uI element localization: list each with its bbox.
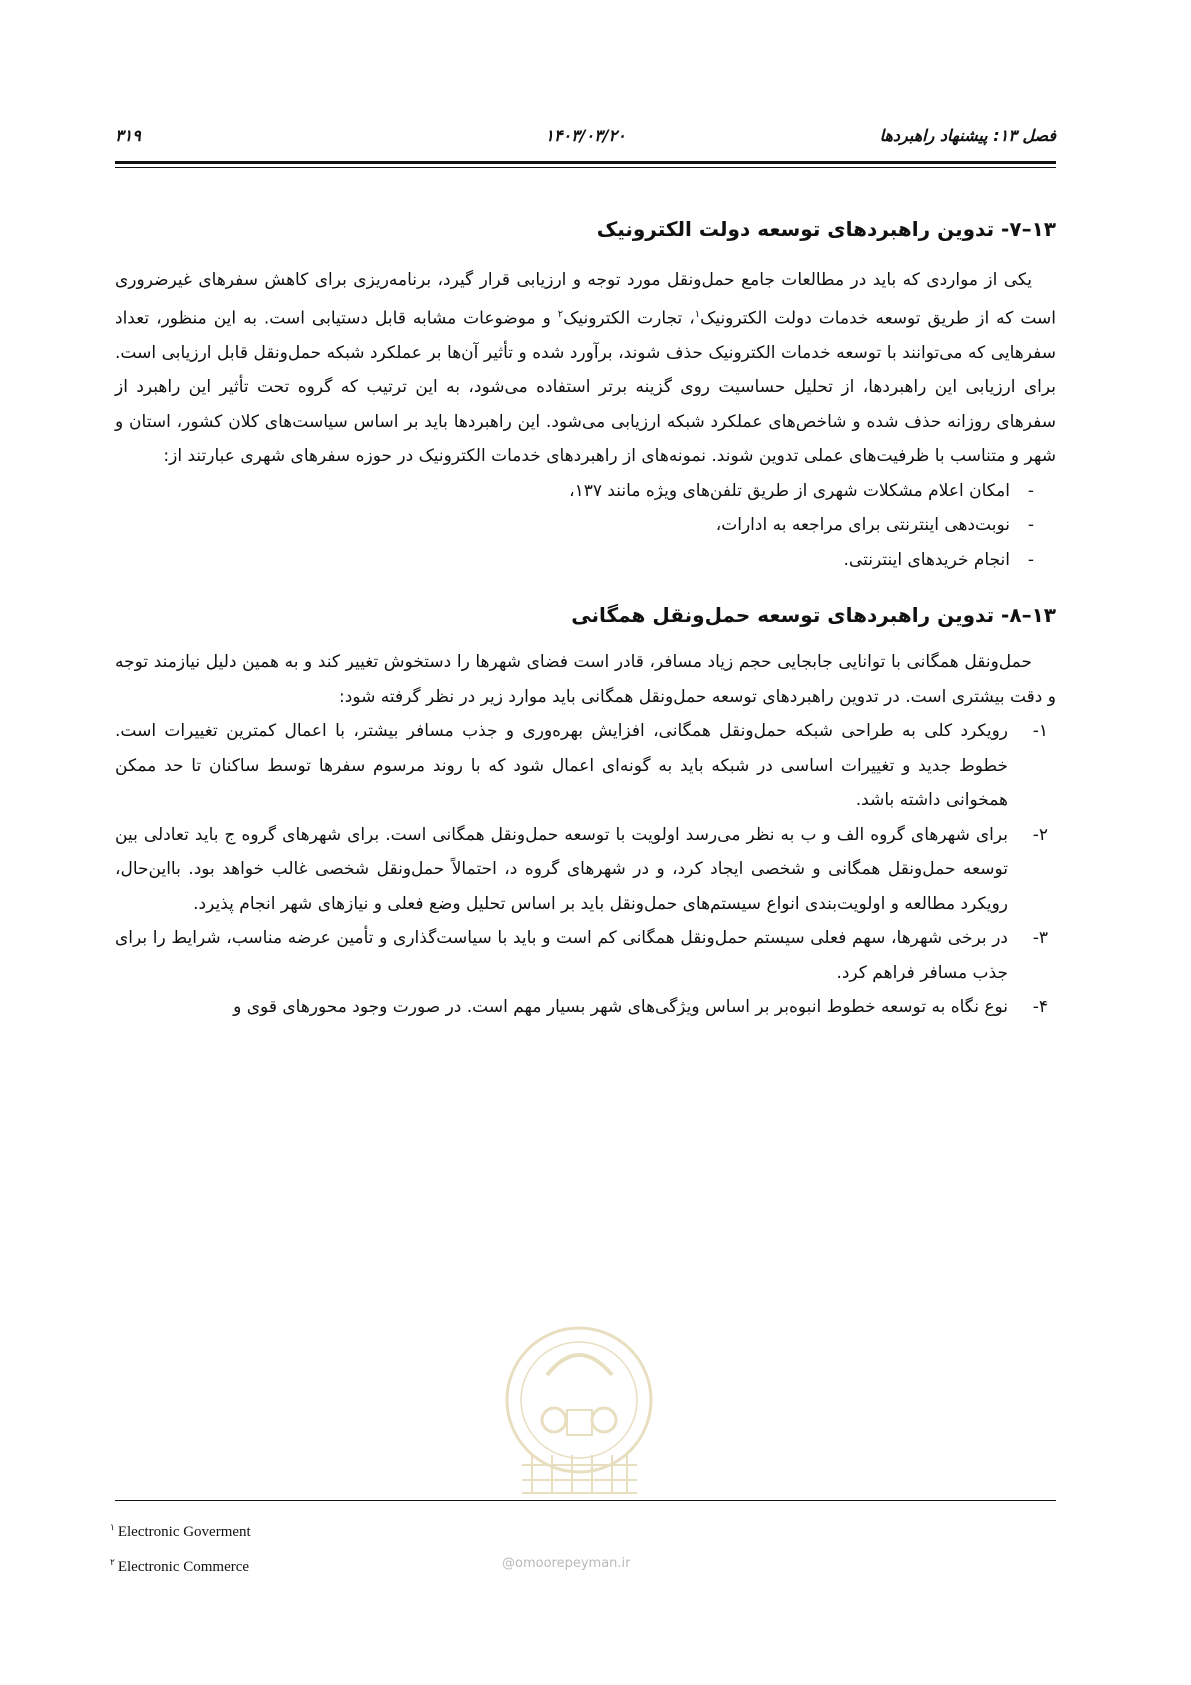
numbered-item: [115, 714, 1056, 818]
dash-bullet: -: [1027, 549, 1034, 570]
page-body: [115, 215, 1056, 1025]
numbered-item: [115, 990, 1056, 1025]
footnote-ref-2[interactable]: ۲: [557, 308, 564, 320]
item-number: ۲-: [1032, 824, 1048, 845]
item-text: در برخی شهرها، سهم فعلی سیستم حمل‌ونقل همگانی کم است و باید با سیاست‌گذاری و تأمین عرضه مناسب، شرایط را برای جذب مسافر فراهم کرد.: [115, 928, 1008, 983]
list-item: [115, 543, 1034, 578]
item-number: ۴-: [1032, 997, 1048, 1018]
footnote-text: Electronic Commerce: [117, 1559, 250, 1575]
dash-bullet: -: [1027, 480, 1034, 501]
footnote-text: Electronic Goverment: [117, 1524, 251, 1540]
footnote-separator: [115, 1500, 1056, 1501]
list-item-text: نوبت‌دهی اینترنتی برای مراجعه به ادارات،: [715, 515, 1010, 536]
numbered-item: [115, 921, 1056, 990]
watermark-seal-icon: [492, 1315, 667, 1500]
item-text: نوع نگاه به توسعه خطوط انبوه‌بر بر اساس ویژگی‌های شهر بسیار مهم است. در صورت وجود محورهای قوی و: [233, 997, 1008, 1018]
header-rule-thick: [115, 161, 1056, 164]
item-text: برای شهرهای گروه الف و ب به نظر می‌رسد اولویت با توسعه حمل‌ونقل همگانی است. برای شهرهای گروه ج باید تعادلی بین توسعه حمل‌ونقل همگانی و شخصی ایجاد کرد، و در شهرهای گروه د، احتمالاً حمل‌ونقل شخصی غالب خواهد بود. بااین‌حال، رویکرد مطالعه و اولویت‌بندی انواع سیستم‌های حمل‌ونقل باید بر اساس تحلیل وضع فعلی و نیازهای شهر انجام پذیرد.: [115, 824, 1008, 914]
footnote-mark: ۱: [110, 1522, 115, 1532]
item-text: رویکرد کلی به طراحی شبکه حمل‌ونقل همگانی، افزایش بهره‌وری و جذب مسافر بیشتر، با اعمال کمترین تغییرات است. خطوط جدید و تغییرات اساسی در شبکه باید به گونه‌ای اعمال شود که با روند مرسوم سفرها توسط ساکنان تا حد ممکن همخوانی داشته باشد.: [115, 721, 1008, 811]
header-rule-thin: [115, 167, 1056, 168]
item-number: ۱-: [1032, 721, 1048, 742]
paragraph-text-part2: ، تجارت الکترونیک: [563, 308, 695, 329]
electronic-services-list: [115, 474, 1056, 578]
chapter-title: فصل ۱۳: پیشنهاد راهبردها: [879, 126, 1056, 145]
list-item-text: امکان اعلام مشکلات شهری از طریق تلفن‌های ویژه مانند ۱۳۷،: [569, 480, 1010, 501]
footnotes: [110, 1512, 251, 1582]
section-13-7-paragraph: [115, 263, 1056, 474]
public-transport-considerations-list: [115, 714, 1056, 1025]
footnote-item: [110, 1547, 251, 1582]
footnote-item: [110, 1512, 251, 1547]
section-heading-13-7: ۱۳–۷- تدوین راهبردهای توسعه دولت الکترونیک: [596, 217, 1056, 241]
paragraph-text-part3: و موضوعات مشابه قابل دستیابی است. به این منظور، تعداد سفرهایی که می‌توانند با توسعه خدمات الکترونیک حذف شوند، برآورد شده و تأثیر آن‌ها بر عملکرد شبکه حمل‌ونقل قابل ارزیابی است. برای ارزیابی این راهبردها، از تحلیل حساسیت روی گزینه برتر استفاده می‌شود، به این ترتیب که گروه تحت تأثیر این راهبرد از سفرهای روزانه حذف شده و شاخص‌های عملکرد شبکه ارزیابی می‌شود. این راهبردها باید بر اساس سیاست‌های کلان کشور، استان و شهر و متناسب با ظرفیت‌های عملی تدوین شوند. نمونه‌های از راهبردهای خدمات الکترونیک در حوزه سفرهای شهری عبارتند از:: [115, 308, 1056, 467]
item-number: ۳-: [1032, 928, 1048, 949]
page-number: ۳۱۹: [115, 126, 141, 145]
running-header: [115, 126, 1056, 150]
watermark-url: @omoorepeyman.ir: [502, 1556, 631, 1571]
numbered-item: [115, 818, 1056, 922]
dash-bullet: -: [1027, 515, 1034, 536]
list-item: [115, 508, 1034, 543]
list-item: [115, 474, 1034, 509]
paragraph-text-part1: یکی از مواردی که باید در مطالعات جامع حمل‌ونقل مورد توجه و ارزیابی قرار گیرد، برنامه‌ریزی برای کاهش سفرهای غیرضروری است که از طریق توسعه خدمات دولت الکترونیک: [115, 270, 1056, 329]
footnote-ref-1[interactable]: ۱: [694, 308, 701, 320]
section-13-8-intro: حمل‌ونقل همگانی با توانایی جابجایی حجم زیاد مسافر، قادر است فضای شهرها را دستخوش تغییر کند و به همین دلیل نیازمند توجه و دقت بیشتری است. در تدوین راهبردهای توسعه حمل‌ونقل همگانی باید موارد زیر در نظر گرفته شود:: [115, 652, 1056, 707]
list-item-text: انجام خریدهای اینترنتی.: [843, 549, 1010, 570]
section-heading-13-8: ۱۳–۸- تدوین راهبردهای توسعه حمل‌ونقل همگانی: [571, 603, 1056, 628]
header-date: ۱۴۰۳/۰۳/۲۰: [545, 126, 626, 145]
footnote-mark: ۲: [110, 1557, 115, 1567]
